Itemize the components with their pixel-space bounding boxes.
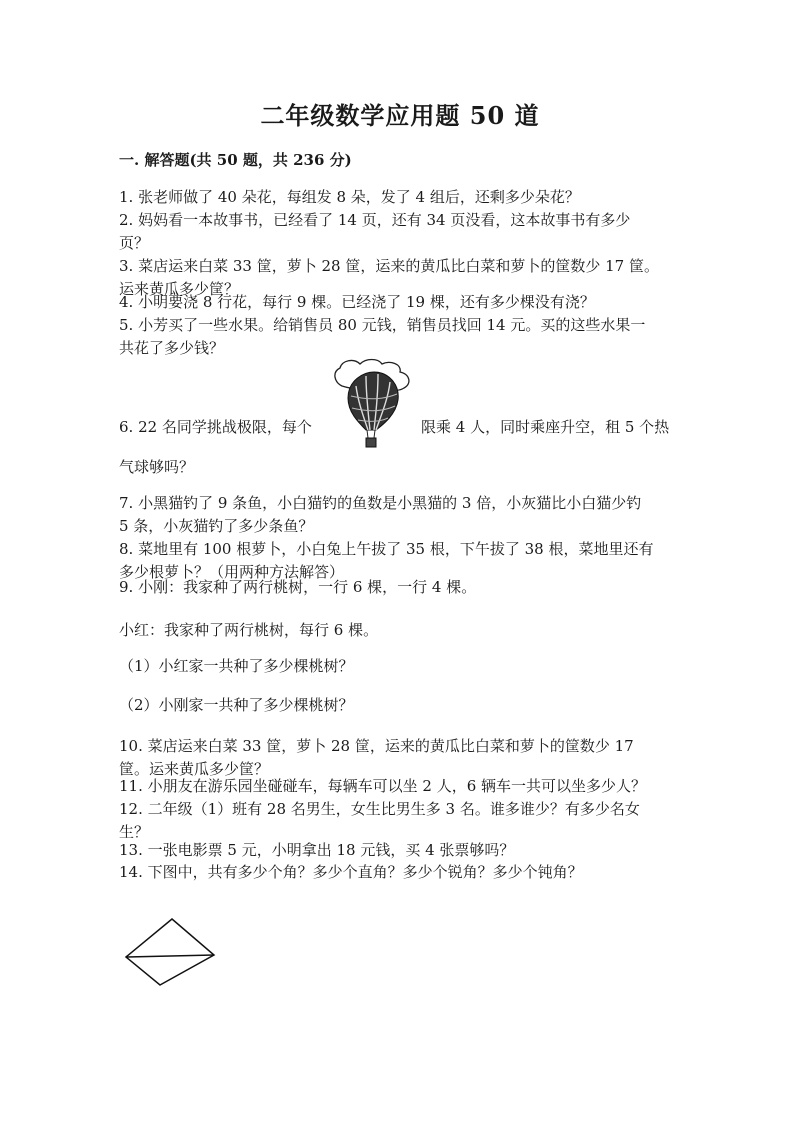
- question-2-line-2: 页？: [119, 234, 150, 252]
- question-6-part-2: 限乘 4 人，同时乘座升空，租 5 个热: [421, 418, 670, 436]
- question-9-sub-2-text: （2）小刚家一共种了多少棵桃树？: [119, 696, 354, 714]
- section-heading: 一. 解答题(共 50 题，共 236 分): [119, 151, 352, 169]
- question-1: [119, 186, 689, 209]
- question-9-sub-1: [119, 655, 689, 678]
- question-13: [119, 839, 689, 862]
- question-9-sub-1-text: （1）小红家一共种了多少棵桃树？: [119, 657, 354, 675]
- question-9: [119, 576, 689, 599]
- question-6-continued: [119, 456, 689, 479]
- question-14: [119, 861, 689, 884]
- document-title: 二年级数学应用题 50 道: [260, 101, 540, 130]
- question-6-part-3: 气球够吗？: [119, 458, 195, 476]
- question-13-text: 13. 一张电影票 5 元，小明拿出 18 元钱，买 4 张票够吗？: [119, 841, 515, 859]
- question-14-text: 14. 下图中，共有多少个角？多少个直角？多少个锐角？多少个钝角？: [119, 863, 583, 881]
- question-2: [119, 209, 689, 255]
- question-6-part-1: 6. 22 名同学挑战极限，每个: [119, 418, 312, 436]
- question-7-line-1: 7. 小黑猫钓了 9 条鱼，小白猫钓的鱼数是小黑猫的 3 倍，小灰猫比小白猫少钓: [119, 494, 642, 512]
- question-11-text: 11. 小朋友在游乐园坐碰碰车，每辆车可以坐 2 人，6 辆车一共可以坐多少人？: [119, 777, 647, 795]
- question-2-line-1: 2. 妈妈看一本故事书，已经看了 14 页，还有 34 页没看，这本故事书有多少: [119, 211, 631, 229]
- question-9-line-2: 小红：我家种了两行桃树，每行 6 棵。: [119, 621, 379, 639]
- question-8-line-2: 多少根萝卜？（用两种方法解答）: [119, 563, 345, 581]
- question-12-line-1: 12. 二年级（1）班有 28 名男生，女生比男生多 3 名。谁多谁少？有多少名女: [119, 800, 640, 818]
- hot-air-balloon-icon: [324, 358, 418, 454]
- question-11: [119, 775, 689, 798]
- question-8-line-1: 8. 菜地里有 100 根萝卜，小白兔上午拔了 35 根，下午拔了 38 根，菜地里还有: [119, 540, 654, 558]
- question-3-line-1: 3. 菜店运来白菜 33 筐，萝卜 28 筐，运来的黄瓜比白菜和萝卜的筐数少 17 筐。: [119, 257, 659, 275]
- question-4: [119, 291, 689, 314]
- question-5-line-2: 共花了多少钱？: [119, 339, 225, 357]
- question-10-line-2: 筐。运来黄瓜多少筐？: [119, 760, 270, 778]
- question-12-line-2: 生？: [119, 823, 150, 841]
- question-7: [119, 492, 689, 538]
- question-12: [119, 798, 689, 844]
- question-5: [119, 314, 689, 360]
- kite-angle-diagram: [122, 915, 218, 987]
- question-10-line-1: 10. 菜店运来白菜 33 筐，萝卜 28 筐，运来的黄瓜比白菜和萝卜的筐数少 17: [119, 737, 634, 755]
- question-4-text: 4. 小明要浇 8 行花，每行 9 棵。已经浇了 19 棵，还有多少棵没有浇？: [119, 293, 595, 311]
- question-9-line-1: 9. 小刚：我家种了两行桃树，一行 6 棵，一行 4 棵。: [119, 578, 477, 596]
- question-9-dialogue: [119, 619, 689, 642]
- question-9-sub-2: [119, 694, 689, 717]
- question-7-line-2: 5 条，小灰猫钓了多少条鱼？: [119, 517, 314, 535]
- question-1-text: 1. 张老师做了 40 朵花，每组发 8 朵，发了 4 组后，还剩多少朵花？: [119, 188, 580, 206]
- question-3-line-2: 运来黄瓜多少筐？: [119, 280, 240, 298]
- question-5-line-1: 5. 小芳买了一些水果。给销售员 80 元钱，销售员找回 14 元。买的这些水果一: [119, 316, 646, 334]
